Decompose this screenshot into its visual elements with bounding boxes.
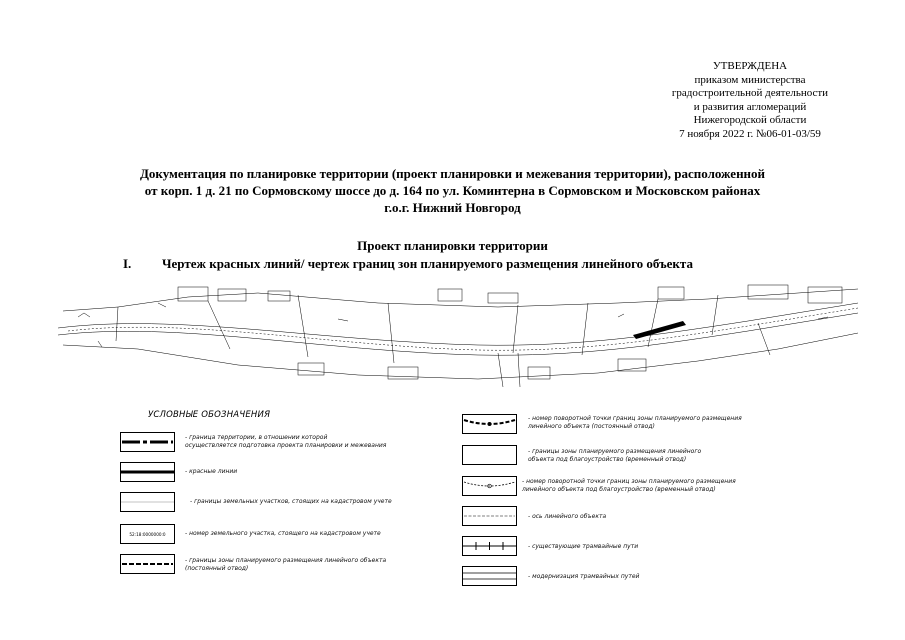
legend-label: - номер земельного участка, стоящего на кадастровом учете [185,530,381,537]
legend-label: - границы зоны планируемого размещения линейного объекта (постоянный отвод) [185,557,387,572]
legend-label: - красные линии [185,468,238,475]
legend-label: - существующие трамвайные пути [528,543,639,550]
approval-line: Нижегородской области [693,114,807,127]
legend-label: - модернизация трамвайных путей [528,573,640,580]
temporary-turning-point-symbol [462,476,517,496]
approval-line: 7 ноября 2022 г. №06-01-03/59 [679,127,821,140]
permanent-turning-point-symbol [462,414,517,434]
approval-line: УТВЕРЖДЕНА [712,60,788,72]
approval-line: приказом министерства [694,73,806,86]
red-lines-plan-drawing [58,283,858,388]
linear-object-axis-symbol [462,506,517,526]
existing-tram-tracks-symbol [462,536,517,556]
territory-boundary-symbol [120,432,175,452]
legend-label: - границы земельных участков, стоящих на кадастровом учете [190,498,392,505]
section-number: I. [123,256,132,271]
tram-modernization-symbol [462,566,517,586]
legend-label: - границы зоны планируемого размещения линейного объекта под благоустройство (временный отвод) [528,448,702,463]
document-title-line: г.о.г. Нижний Новгород [384,200,521,215]
legend-label: - ось линейного объекта [528,513,607,520]
document-title [40,165,865,216]
legend-label: - граница территории, в отношении которой осуществляется подготовка проекта планировки и межевания [185,434,387,449]
legend-title: УСЛОВНЫЕ ОБОЗНАЧЕНИЯ [148,410,271,420]
document-title-line: Документация по планировке территории (проект планировки и межевания территории), расположенной [139,166,766,181]
legend-label: - номер поворотной точки границ зоны планируемого размещения линейного объекта (постоянный отвод) [528,415,742,430]
svg-text:52:18:0000000:0: 52:18:0000000:0 [129,532,166,537]
temporary-allotment-zone-symbol [462,445,517,465]
approval-line: и развития агломераций [693,100,807,113]
parcel-number-symbol [120,524,175,544]
red-lines-symbol [120,462,175,482]
land-parcel-boundary-symbol [120,492,175,512]
approval-stamp [600,60,900,142]
section-title: Проект планировки территории [357,238,548,253]
permanent-allotment-zone-symbol [120,554,175,574]
legend-label: - номер поворотной точки границ зоны планируемого размещения линейного объекта под благоустройство (временный отвод) [522,478,736,493]
approval-line: градостроительной деятельности [671,87,829,100]
section-subtitle: Чертеж красных линий/ чертеж границ зон планируемого размещения линейного объекта [162,256,693,271]
document-title-line: от корп. 1 д. 21 по Сормовскому шоссе до д. 164 по ул. Коминтерна в Сормовском и Московском районах [144,183,761,198]
